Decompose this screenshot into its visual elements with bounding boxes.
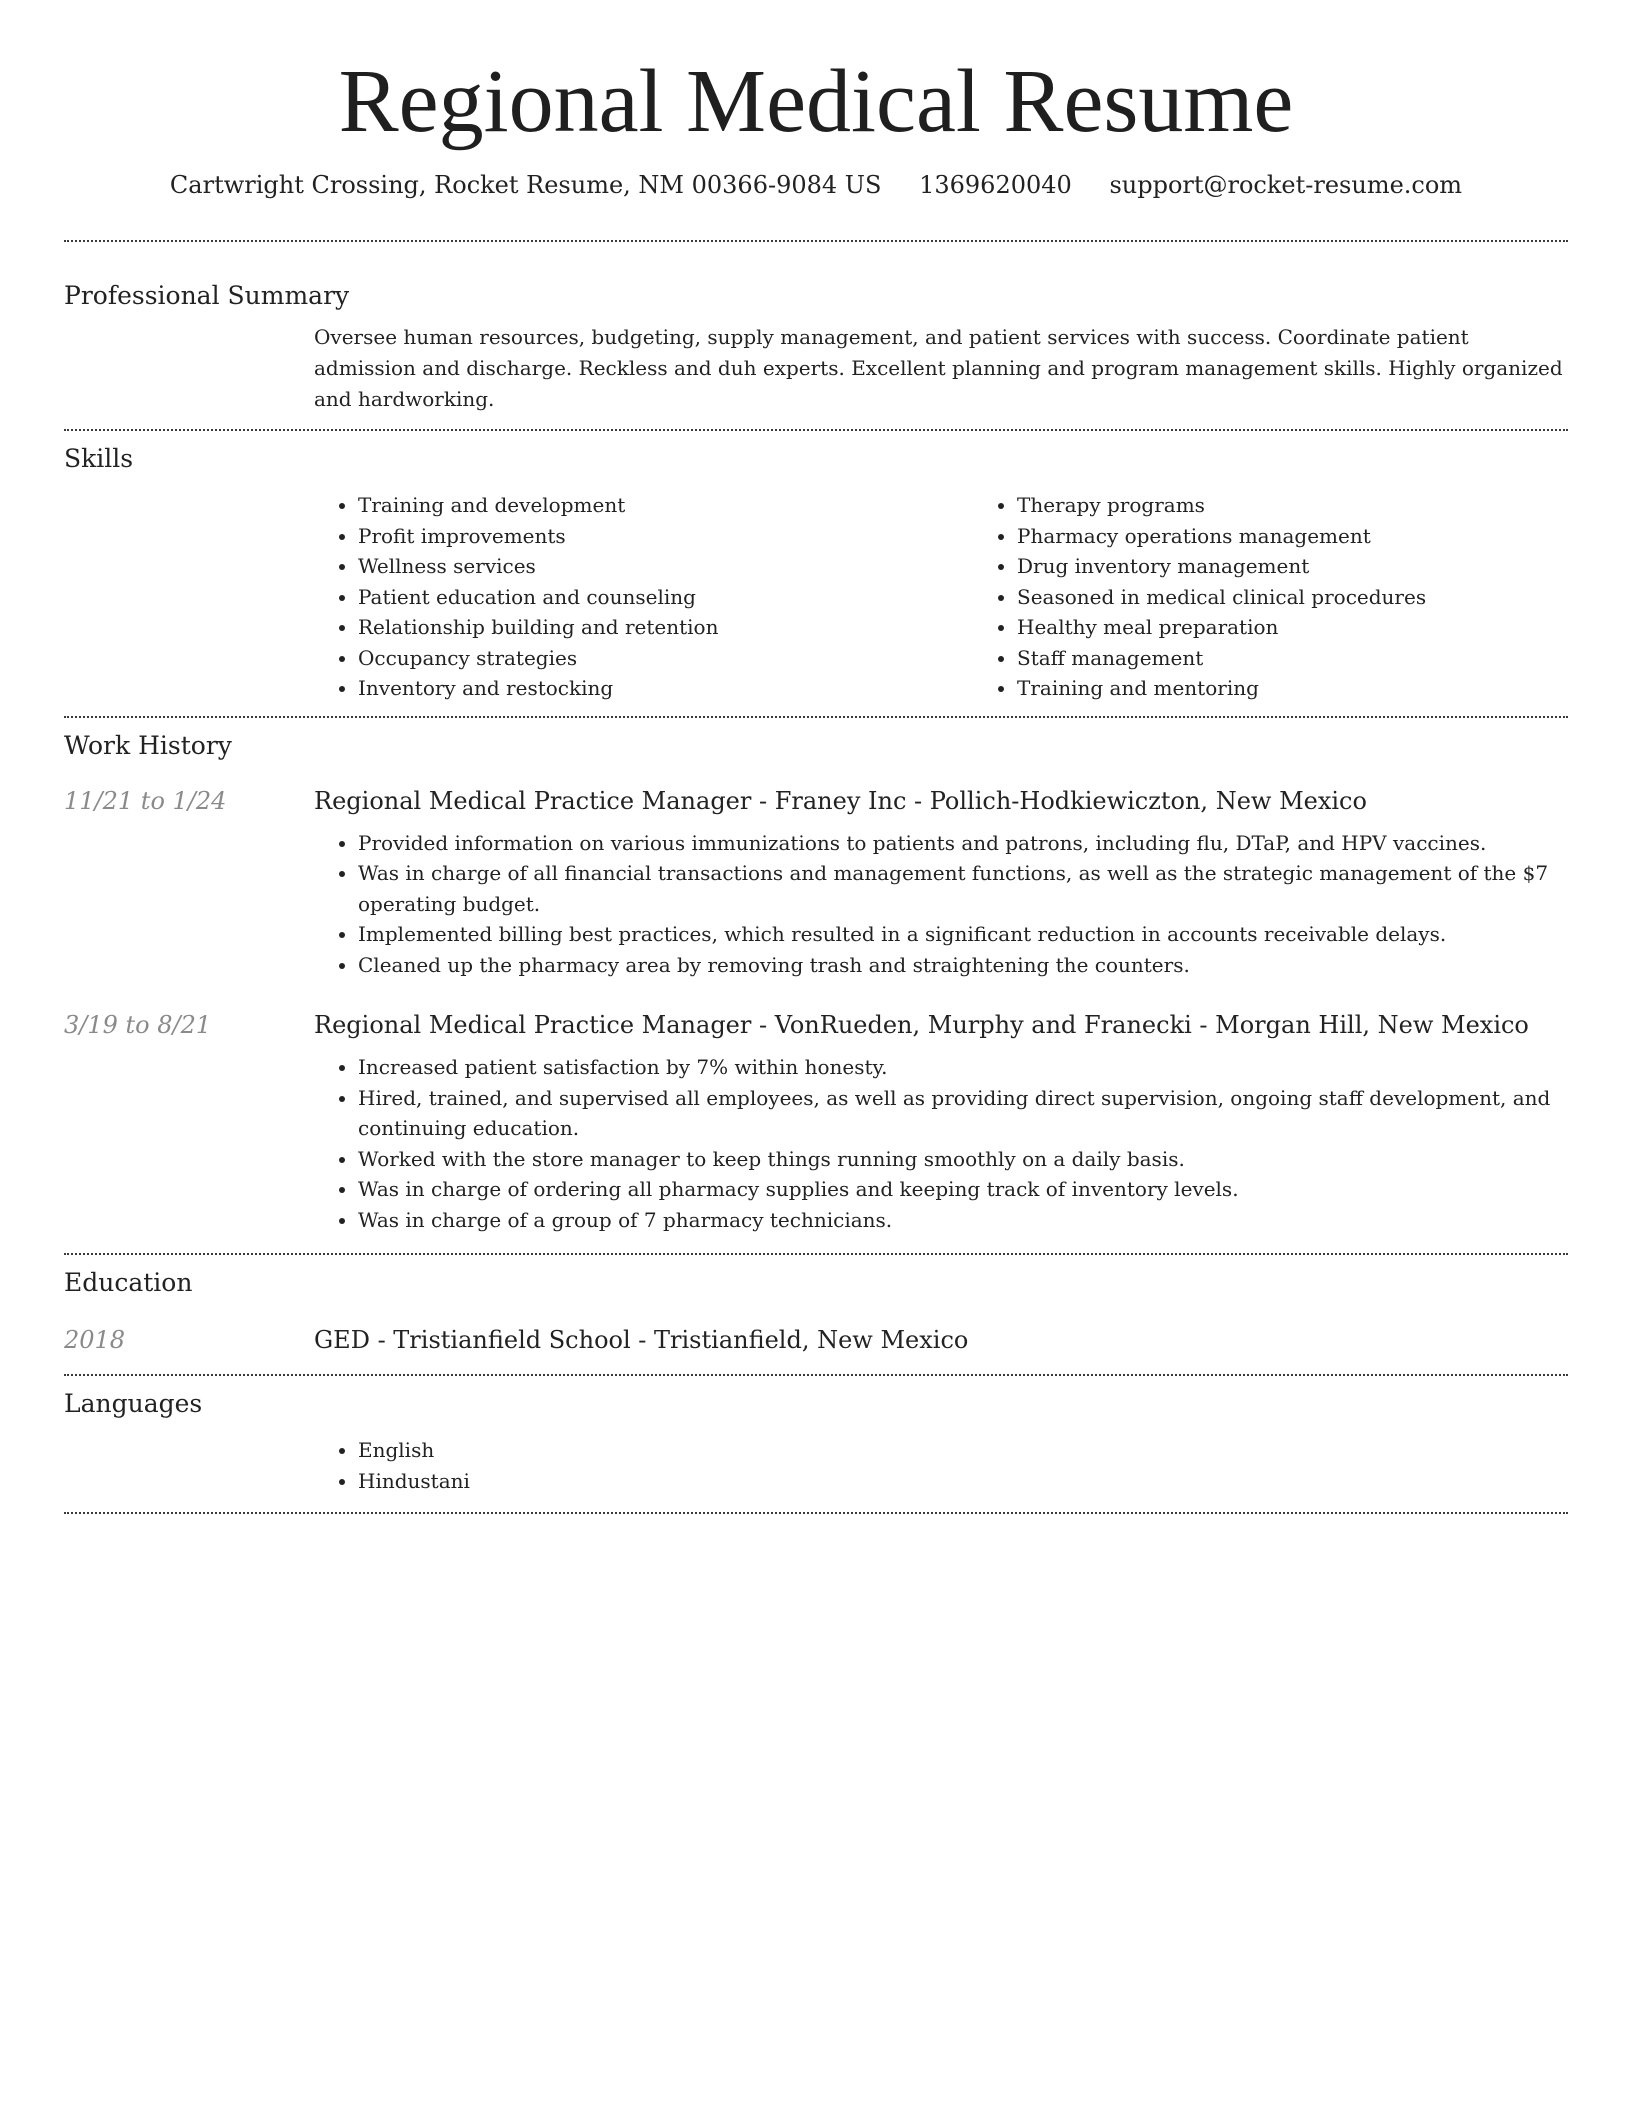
education-detail: GED - Tristianfield School - Tristianfield, New Mexico bbox=[314, 1326, 969, 1354]
education-entry bbox=[64, 1323, 1568, 1357]
section-work bbox=[64, 729, 1568, 1236]
skill-item: • Inventory and restocking bbox=[358, 673, 973, 704]
job-bullet: • Worked with the store manager to keep things running smoothly on a daily basis. bbox=[358, 1144, 1568, 1175]
skills-row bbox=[64, 490, 1568, 704]
skill-item: • Drug inventory management bbox=[1017, 551, 1632, 582]
skill-item: • Seasoned in medical clinical procedures bbox=[1017, 582, 1632, 613]
language-item: • Hindustani bbox=[358, 1466, 1568, 1497]
job-bullet: • Was in charge of all financial transactions and management functions, as well as the strategic management of the $7 operating budget. bbox=[358, 858, 1568, 919]
job-bullet: • Provided information on various immunizations to patients and patrons, including flu, DTaP, and HPV vaccines. bbox=[358, 828, 1568, 859]
skill-item: • Occupancy strategies bbox=[358, 643, 973, 674]
job-bullets bbox=[314, 828, 1568, 981]
job-bullet: • Cleaned up the pharmacy area by removing trash and straightening the counters. bbox=[358, 950, 1568, 981]
job-bullet: • Was in charge of ordering all pharmacy supplies and keeping track of inventory levels. bbox=[358, 1174, 1568, 1205]
skills-list-left bbox=[314, 490, 973, 704]
contact-email: support@rocket-resume.com bbox=[1109, 171, 1463, 199]
section-education bbox=[64, 1266, 1568, 1357]
job-bullet: • Hired, trained, and supervised all employees, as well as providing direct supervision, ongoing staff development, and continuing education. bbox=[358, 1083, 1568, 1144]
contact-line bbox=[64, 168, 1568, 202]
skill-item: • Relationship building and retention bbox=[358, 612, 973, 643]
summary-text: Oversee human resources, budgeting, supply management, and patient services with success. Coordinate patient admission and discharge. Reckless and duh experts. Excellent planning and program management skills. Highly organized and hardworking. bbox=[314, 325, 1563, 411]
skill-item: • Pharmacy operations management bbox=[1017, 521, 1632, 552]
divider-header bbox=[64, 240, 1568, 242]
skills-grid bbox=[314, 490, 1632, 704]
languages-list bbox=[314, 1435, 1568, 1496]
skill-item: • Training and development bbox=[358, 490, 973, 521]
job-bullet: • Was in charge of a group of 7 pharmacy technicians. bbox=[358, 1205, 1568, 1236]
job-header bbox=[64, 784, 1568, 818]
divider-education bbox=[64, 1374, 1568, 1376]
section-heading-languages: Languages bbox=[64, 1389, 203, 1418]
job-entry bbox=[64, 784, 1568, 981]
education-year: 2018 bbox=[64, 1326, 126, 1354]
divider-summary bbox=[64, 429, 1568, 431]
skill-item: • Profit improvements bbox=[358, 521, 973, 552]
contact-phone: 1369620040 bbox=[919, 171, 1072, 199]
divider-skills bbox=[64, 716, 1568, 718]
job-dates: 3/19 to 8/21 bbox=[64, 1011, 212, 1039]
section-heading-work: Work History bbox=[64, 730, 232, 760]
job-dates: 11/21 to 1/24 bbox=[64, 786, 227, 815]
skill-item: • Wellness services bbox=[358, 551, 973, 582]
skill-item: • Healthy meal preparation bbox=[1017, 612, 1632, 643]
languages-row bbox=[64, 1435, 1568, 1496]
job-title: Regional Medical Practice Manager - VonRueden, Murphy and Franecki - Morgan Hill, New Mexico bbox=[314, 1011, 1529, 1039]
skill-item: • Patient education and counseling bbox=[358, 582, 973, 613]
job-entry bbox=[64, 1008, 1568, 1235]
resume-page bbox=[64, 0, 1568, 1514]
section-languages bbox=[64, 1387, 1568, 1496]
skill-item: • Staff management bbox=[1017, 643, 1632, 674]
section-skills bbox=[64, 442, 1568, 704]
divider-work bbox=[64, 1253, 1568, 1255]
job-bullet: • Implemented billing best practices, which resulted in a significant reduction in accounts receivable delays. bbox=[358, 919, 1568, 950]
job-title: Regional Medical Practice Manager - Franey Inc - Pollich-Hodkiewiczton, New Mexico bbox=[314, 786, 1367, 815]
resume-title: Regional Medical Resume bbox=[338, 52, 1294, 151]
section-heading-education: Education bbox=[64, 1268, 193, 1297]
summary-row bbox=[64, 322, 1568, 415]
language-item: • English bbox=[358, 1435, 1568, 1466]
skill-item: • Therapy programs bbox=[1017, 490, 1632, 521]
section-summary bbox=[64, 279, 1568, 415]
contact-address: Cartwright Crossing, Rocket Resume, NM 00366-9084 US bbox=[169, 171, 882, 199]
job-header bbox=[64, 1008, 1568, 1042]
job-bullets bbox=[314, 1052, 1568, 1235]
section-heading-skills: Skills bbox=[64, 444, 134, 473]
divider-languages bbox=[64, 1512, 1568, 1514]
skills-list-right bbox=[973, 490, 1632, 704]
skill-item: • Training and mentoring bbox=[1017, 673, 1632, 704]
job-bullet: • Increased patient satisfaction by 7% within honesty. bbox=[358, 1052, 1568, 1083]
section-heading-summary: Professional Summary bbox=[64, 281, 350, 310]
